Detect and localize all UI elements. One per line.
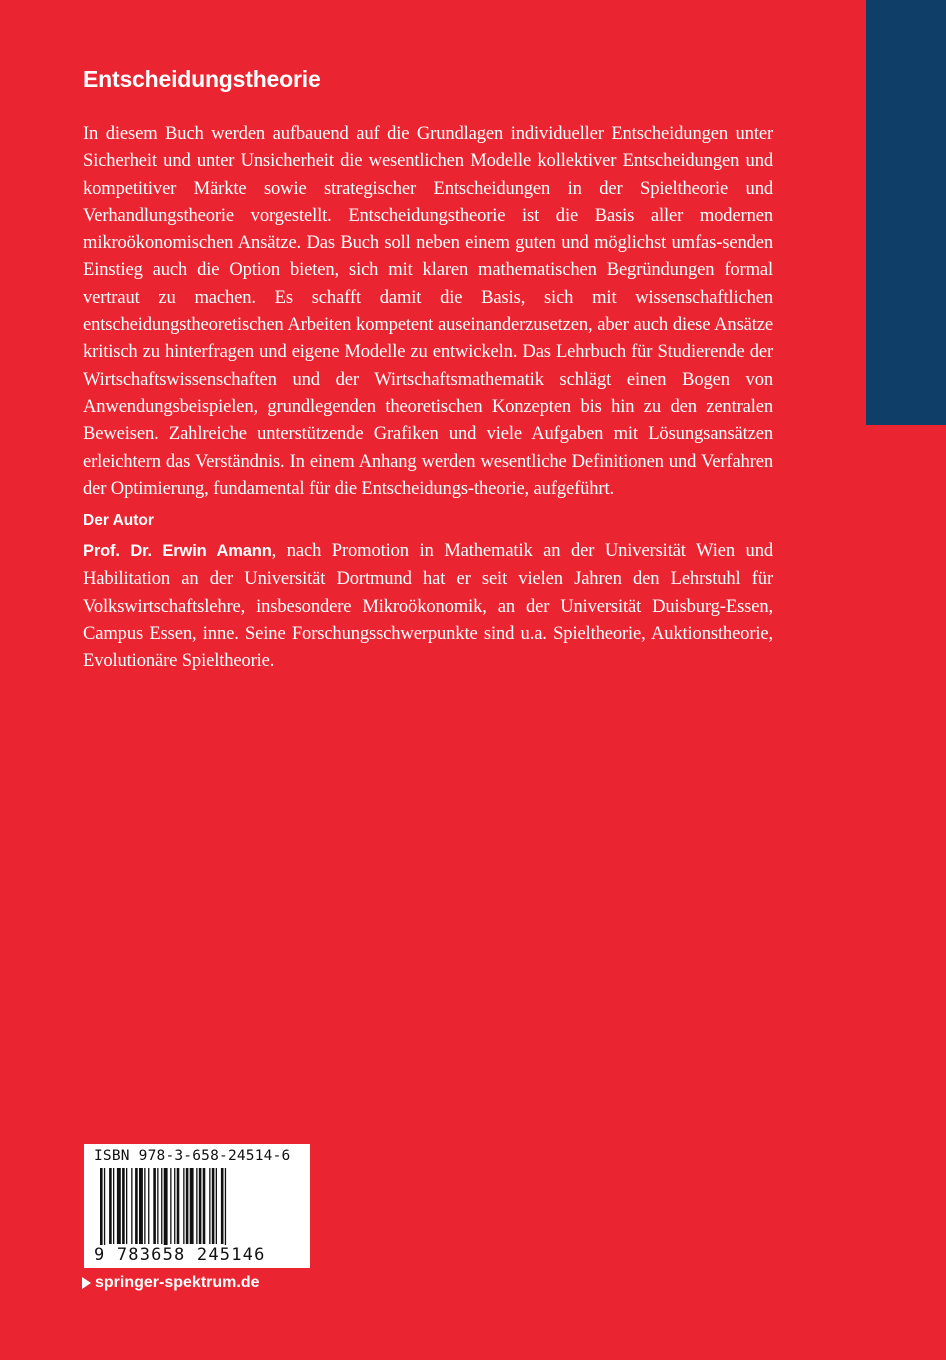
publisher-url: springer-spektrum.de	[95, 1274, 260, 1291]
publisher-website-link[interactable]	[82, 1274, 259, 1292]
author-bio-line: , nach Promotion in Mathematik an der Universität Wien und	[271, 540, 773, 561]
blurb-line: Studierende der Wirtschaftswissenschaften und der Wirtschaftsmathematik schlägt	[83, 341, 773, 390]
book-description	[83, 120, 773, 502]
isbn-number: ISBN 978-3-658-24514-6	[94, 1148, 291, 1164]
isbn-barcode	[84, 1144, 310, 1268]
blurb-line: und kompetitiver Märkte sowie strategischer Entscheidungen in der Spieltheorie und	[83, 150, 773, 199]
blurb-line: entscheidungstheoretischen Arbeiten kompetent auseinanderzusetzen, aber auch diese	[83, 314, 711, 336]
author-name: Prof. Dr. Erwin Amann	[83, 542, 272, 560]
blurb-line: Definitionen und Verfahren der Optimierung, fundamental für die Entscheidungs-	[83, 450, 773, 499]
author-bio	[83, 537, 773, 674]
author-heading: Der Autor	[83, 512, 154, 529]
blurb-line: mit Lösungsansätzen erleichtern das Verständnis. In einem Anhang werden wesentliche	[83, 423, 774, 472]
blurb-line: mikroökonomischen Ansätze. Das Buch soll neben einem guten und möglichst umfas-	[83, 232, 723, 254]
blurb-line: einen Bogen von Anwendungsbeispielen, grundlegenden theoretischen Konzepten bis	[83, 368, 774, 417]
author-bio-line: Habilitation an der Universität Dortmund hat er seit vielen Jahren den Lehrstuhl für	[83, 568, 773, 590]
blurb-line: hin zu den zentralen Beweisen. Zahlreiche unterstützende Grafiken und viele Aufgaben	[83, 395, 774, 445]
ean-digits: 9 783658 245146	[94, 1245, 266, 1265]
blurb-line: formal vertraut zu machen. Es schafft damit die Basis, sich mit wissenschaftlichen	[83, 259, 774, 308]
blurb-line: senden Einstieg auch die Option bieten, sich mit klaren mathematischen Begründungen	[83, 232, 773, 281]
blurb-line: theorie, aufgeführt.	[473, 477, 614, 499]
blurb-line: In diesem Buch werden aufbauend auf die Grundlagen individueller Entscheidungen unter	[83, 123, 773, 144]
blurb-line: Verhandlungstheorie vorgestellt. Entscheidungstheorie ist die Basis aller modernen	[83, 204, 773, 226]
blurb-line: Sicherheit und unter Unsicherheit die wesentlichen Modelle kollektiver Entscheidungen	[83, 150, 740, 172]
arrow-right-icon	[82, 1277, 91, 1289]
blue-side-band	[866, 0, 946, 425]
blurb-line: Ansätze kritisch zu hinterfragen und eigene Modelle zu entwickeln. Das Lehrbuch für	[83, 314, 773, 363]
book-title: Entscheidungstheorie	[83, 66, 321, 92]
author-bio-line: Volkswirtschaftslehre, insbesondere Mikroökonomik, an der Universität Duisburg-	[83, 595, 726, 617]
author-bio-line: Essen, Campus Essen, inne. Seine Forschungsschwerpunkte sind u.a. Spieltheorie,	[83, 595, 773, 644]
author-bio-line: Auktionstheorie, Evolutionäre Spieltheorie.	[83, 622, 773, 672]
